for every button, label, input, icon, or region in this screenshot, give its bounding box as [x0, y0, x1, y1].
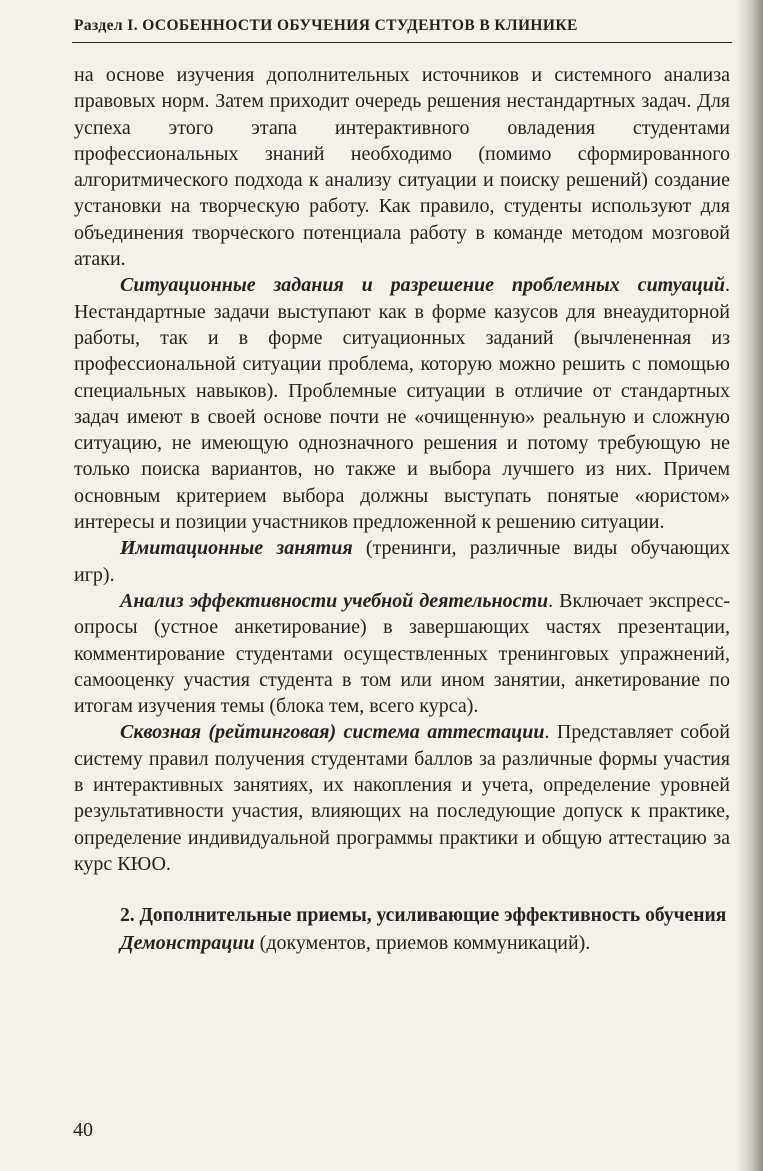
term-demonstrations: Демонстрации [120, 931, 255, 954]
term-efficiency-analysis: Анализ эффективности учебной деятельности [120, 589, 549, 612]
running-header: Раздел I. ОСОБЕННОСТИ ОБУЧЕНИЯ СТУДЕНТОВ В КЛИНИКЕ [74, 17, 578, 34]
paragraph-efficiency-analysis-text: . Включает экспресс-опросы (устное анкетирование) в завершающих частях презентации, комментирование студентами осуществленных тренинговых упражнений, самооценку участия студента в том или ином занятии, анкетирование по итогам изучения темы (блока тем, всего курса). [74, 589, 730, 718]
term-rating-system: Сквозная (рейтинговая) система аттестации [120, 721, 545, 744]
paragraph-simulation-classes [74, 535, 730, 588]
paragraph-rating-system-text: . Представляет собой систему правил получения студентами баллов за различные формы участия в интерактивных занятиях, их накопления и учета, определение уровней результативности участия, влияющих на последующие допуск к практике, определение индивидуальной программы практики и общую аттестацию за курс КЮО. [74, 721, 731, 875]
paragraph-demonstrations-text: (документов, приемов коммуникаций). [254, 931, 591, 954]
paragraph-situational-tasks [74, 272, 730, 535]
header-rule [72, 42, 732, 43]
paragraph-rating-system [74, 719, 730, 877]
book-spine-shadow [737, 0, 763, 1171]
paragraph-continued: на основе изучения дополнительных источников и системного анализа правовых норм. Затем приходит очередь решения нестандартных задач. Для успеха этого этапа интерактивного овладения студентами профессиональных знаний необходимо (помимо сформированного алгоритмического подхода к анализу ситуации и поиску решений) создание установки на творческую работу. Как правило, студенты используют для объединения творческого потенциала работу в команде методом мозговой атаки. [74, 64, 730, 271]
paragraph-demonstrations [74, 930, 730, 956]
term-simulation-classes: Имитационные занятия [120, 537, 353, 560]
term-situational-tasks: Ситуационные задания и разрешение проблемных ситуаций [120, 274, 725, 297]
paragraph-situational-tasks-text: . Нестандартные задачи выступают как в форме казусов для внеаудиторной работы, так и в форме ситуационных заданий (вычлененная из профессиональной ситуации проблема, которую можно решить с помощью специальных навыков). Проблемные ситуации в отличие от стандартных задач имеют в своей основе почти не «очищенную» реальную и сложную ситуацию, не имеющую однозначного решения и потому требующую не только поиска вариантов, но также и выбора лучшего из них. Причем основным критерием выбора должны выступать понятые «юристом» интересы и позиции участников предложенной к решению ситуации. [74, 274, 730, 534]
section-heading: 2. Дополнительные приемы, усиливающие эффективность обучения [120, 905, 727, 927]
page-body [74, 62, 730, 956]
paragraph-efficiency-analysis [74, 588, 730, 719]
page-number: 40 [73, 1119, 93, 1141]
paragraph-simulation-classes-text: (тренинги, различные виды обучающих игр). [74, 537, 730, 586]
